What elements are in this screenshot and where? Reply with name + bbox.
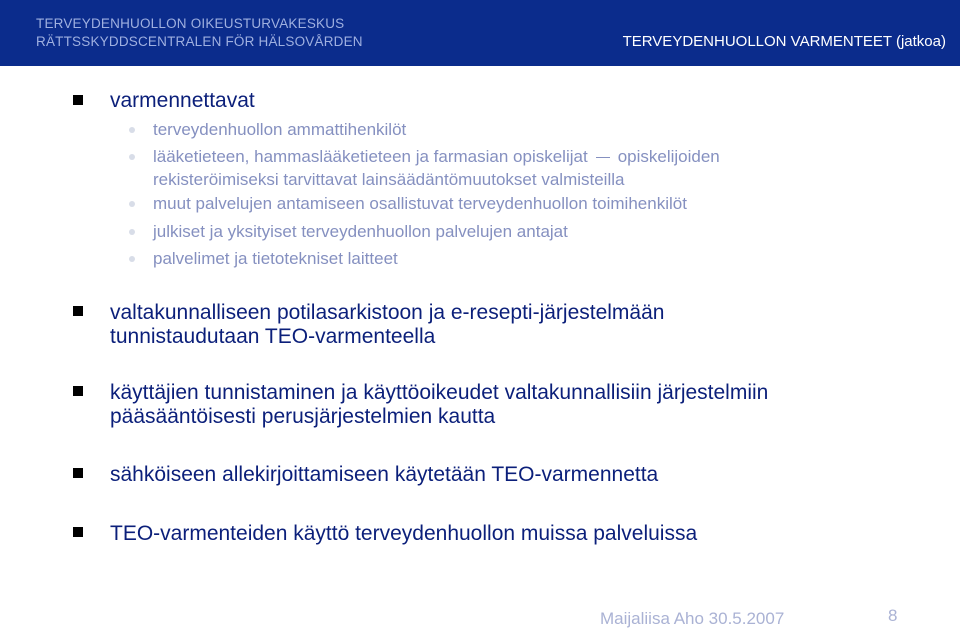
bullet-allekirjoittaminen: sähköiseen allekirjoittamiseen käytetään TEO-varmennetta xyxy=(110,463,659,486)
sub-bullet-opiskelijat-text-b: opiskelijoiden xyxy=(617,147,720,166)
bullet-kayttajien-tunnistaminen: käyttäjien tunnistaminen ja käyttöoikeudet valtakunnallisiin järjestelmiin xyxy=(110,381,769,404)
sub-bullet-opiskelijat-continued: rekisteröimiseksi tarvittavat lainsäädäntömuutokset valmisteilla xyxy=(153,170,625,189)
round-bullet-icon xyxy=(129,256,135,262)
organization-name-finnish: TERVEYDENHUOLLON OIKEUSTURVAKESKUS xyxy=(36,16,345,31)
dash-separator xyxy=(596,157,610,158)
bullet-potilasarkisto-continued: tunnistaudutaan TEO-varmenteella xyxy=(110,325,436,348)
square-bullet-icon xyxy=(73,468,83,478)
square-bullet-icon xyxy=(73,95,83,105)
sub-bullet-palvelimet: palvelimet ja tietotekniset laitteet xyxy=(153,249,398,268)
page-number: 8 xyxy=(888,606,898,625)
square-bullet-icon xyxy=(73,386,83,396)
bullet-kayttajien-tunnistaminen-continued: pääsääntöisesti perusjärjestelmien kautta xyxy=(110,405,496,428)
bullet-muut-palvelut: TEO-varmenteiden käyttö terveydenhuollon muissa palveluissa xyxy=(110,522,698,545)
square-bullet-icon xyxy=(73,527,83,537)
sub-bullet-toimihenkilot: muut palvelujen antamiseen osallistuvat terveydenhuollon toimihenkilöt xyxy=(153,194,687,213)
round-bullet-icon xyxy=(129,154,135,160)
slide-title: TERVEYDENHUOLLON VARMENTEET (jatkoa) xyxy=(622,33,946,50)
sub-bullet-opiskelijat xyxy=(153,145,720,168)
organization-name-swedish: RÄTTSSKYDDSCENTRALEN FÖR HÄLSOVÅRDEN xyxy=(36,34,363,49)
bullet-potilasarkisto: valtakunnalliseen potilasarkistoon ja e-resepti-järjestelmään xyxy=(110,301,665,324)
round-bullet-icon xyxy=(129,229,135,235)
sub-bullet-palvelujen-antajat: julkiset ja yksityiset terveydenhuollon palvelujen antajat xyxy=(153,222,568,241)
footer-author-date: Maijaliisa Aho 30.5.2007 xyxy=(600,609,785,628)
round-bullet-icon xyxy=(129,127,135,133)
header-bar xyxy=(0,0,960,66)
sub-bullet-opiskelijat-text-a: lääketieteen, hammaslääketieteen ja farmasian opiskelijat xyxy=(153,147,588,166)
sub-bullet-ammattihenkilot: terveydenhuollon ammattihenkilöt xyxy=(153,120,407,139)
round-bullet-icon xyxy=(129,201,135,207)
bullet-varmennettavat: varmennettavat xyxy=(110,89,255,112)
square-bullet-icon xyxy=(73,306,83,316)
